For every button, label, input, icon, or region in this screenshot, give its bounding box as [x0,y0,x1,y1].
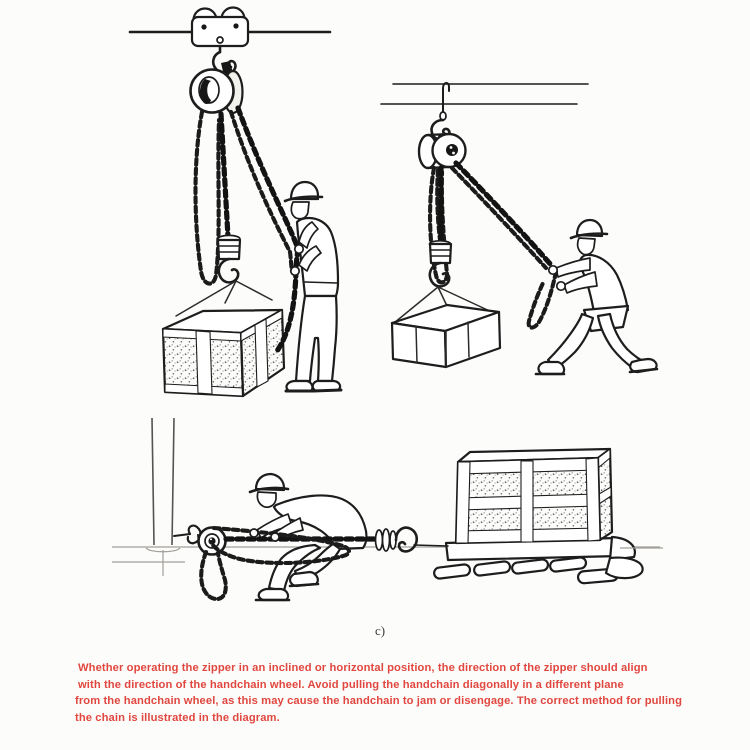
crate-load [163,310,284,396]
lower-hook-block [430,241,452,287]
figure-label: c) [374,623,386,638]
illustration-horizontal-pull [112,418,663,600]
worker-shoe [259,589,288,600]
caption-line: the chain is illustrated in the diagram. [75,711,280,724]
towing-hook [376,528,449,552]
worker-head [291,202,309,219]
beam-trolley [192,8,248,47]
roller-log-icon [434,564,471,579]
worker-figure [536,220,657,374]
worker-hand [549,266,557,274]
worker-shoe [538,362,564,374]
load-chain [221,114,228,237]
sled-bow [606,558,643,579]
roller-sled [434,537,663,584]
worker-leg [548,314,593,368]
caption-line: with the direction of the handchain wheel. Avoid pulling the handchain diagonally in a different plane [78,678,624,691]
caption-line: Whether operating the zipper in an inclined or horizontal position, the direction of the zipper should align [78,662,648,674]
anchor-post [146,418,180,576]
worker-hand [250,529,258,537]
overhead-beam [381,84,588,104]
worker-hand [557,282,565,290]
caption-text [75,660,715,726]
illustration-inclined-pull [381,83,657,374]
caption-line: from the handchain wheel, as this may cause the handchain to jam or disengage. The correct method for pulling [75,695,683,708]
worker-hand [295,245,303,253]
roller-log-icon [512,559,549,574]
lower-hook-block [218,235,240,282]
hand-chain-pulled [452,163,565,328]
worker-head [257,492,276,507]
chain-hoist-block [191,70,243,114]
worker-hand [271,533,279,541]
hand-chain-slack-loop [196,112,220,284]
crate-load [392,305,500,367]
roller-log-icon [550,557,587,572]
worker-hand [291,267,299,275]
crate-load [456,449,612,543]
illustration-vertical-pull [130,8,341,397]
roller-log-icon [474,561,511,576]
worker-head [578,238,595,255]
suspension-hook [432,83,450,141]
